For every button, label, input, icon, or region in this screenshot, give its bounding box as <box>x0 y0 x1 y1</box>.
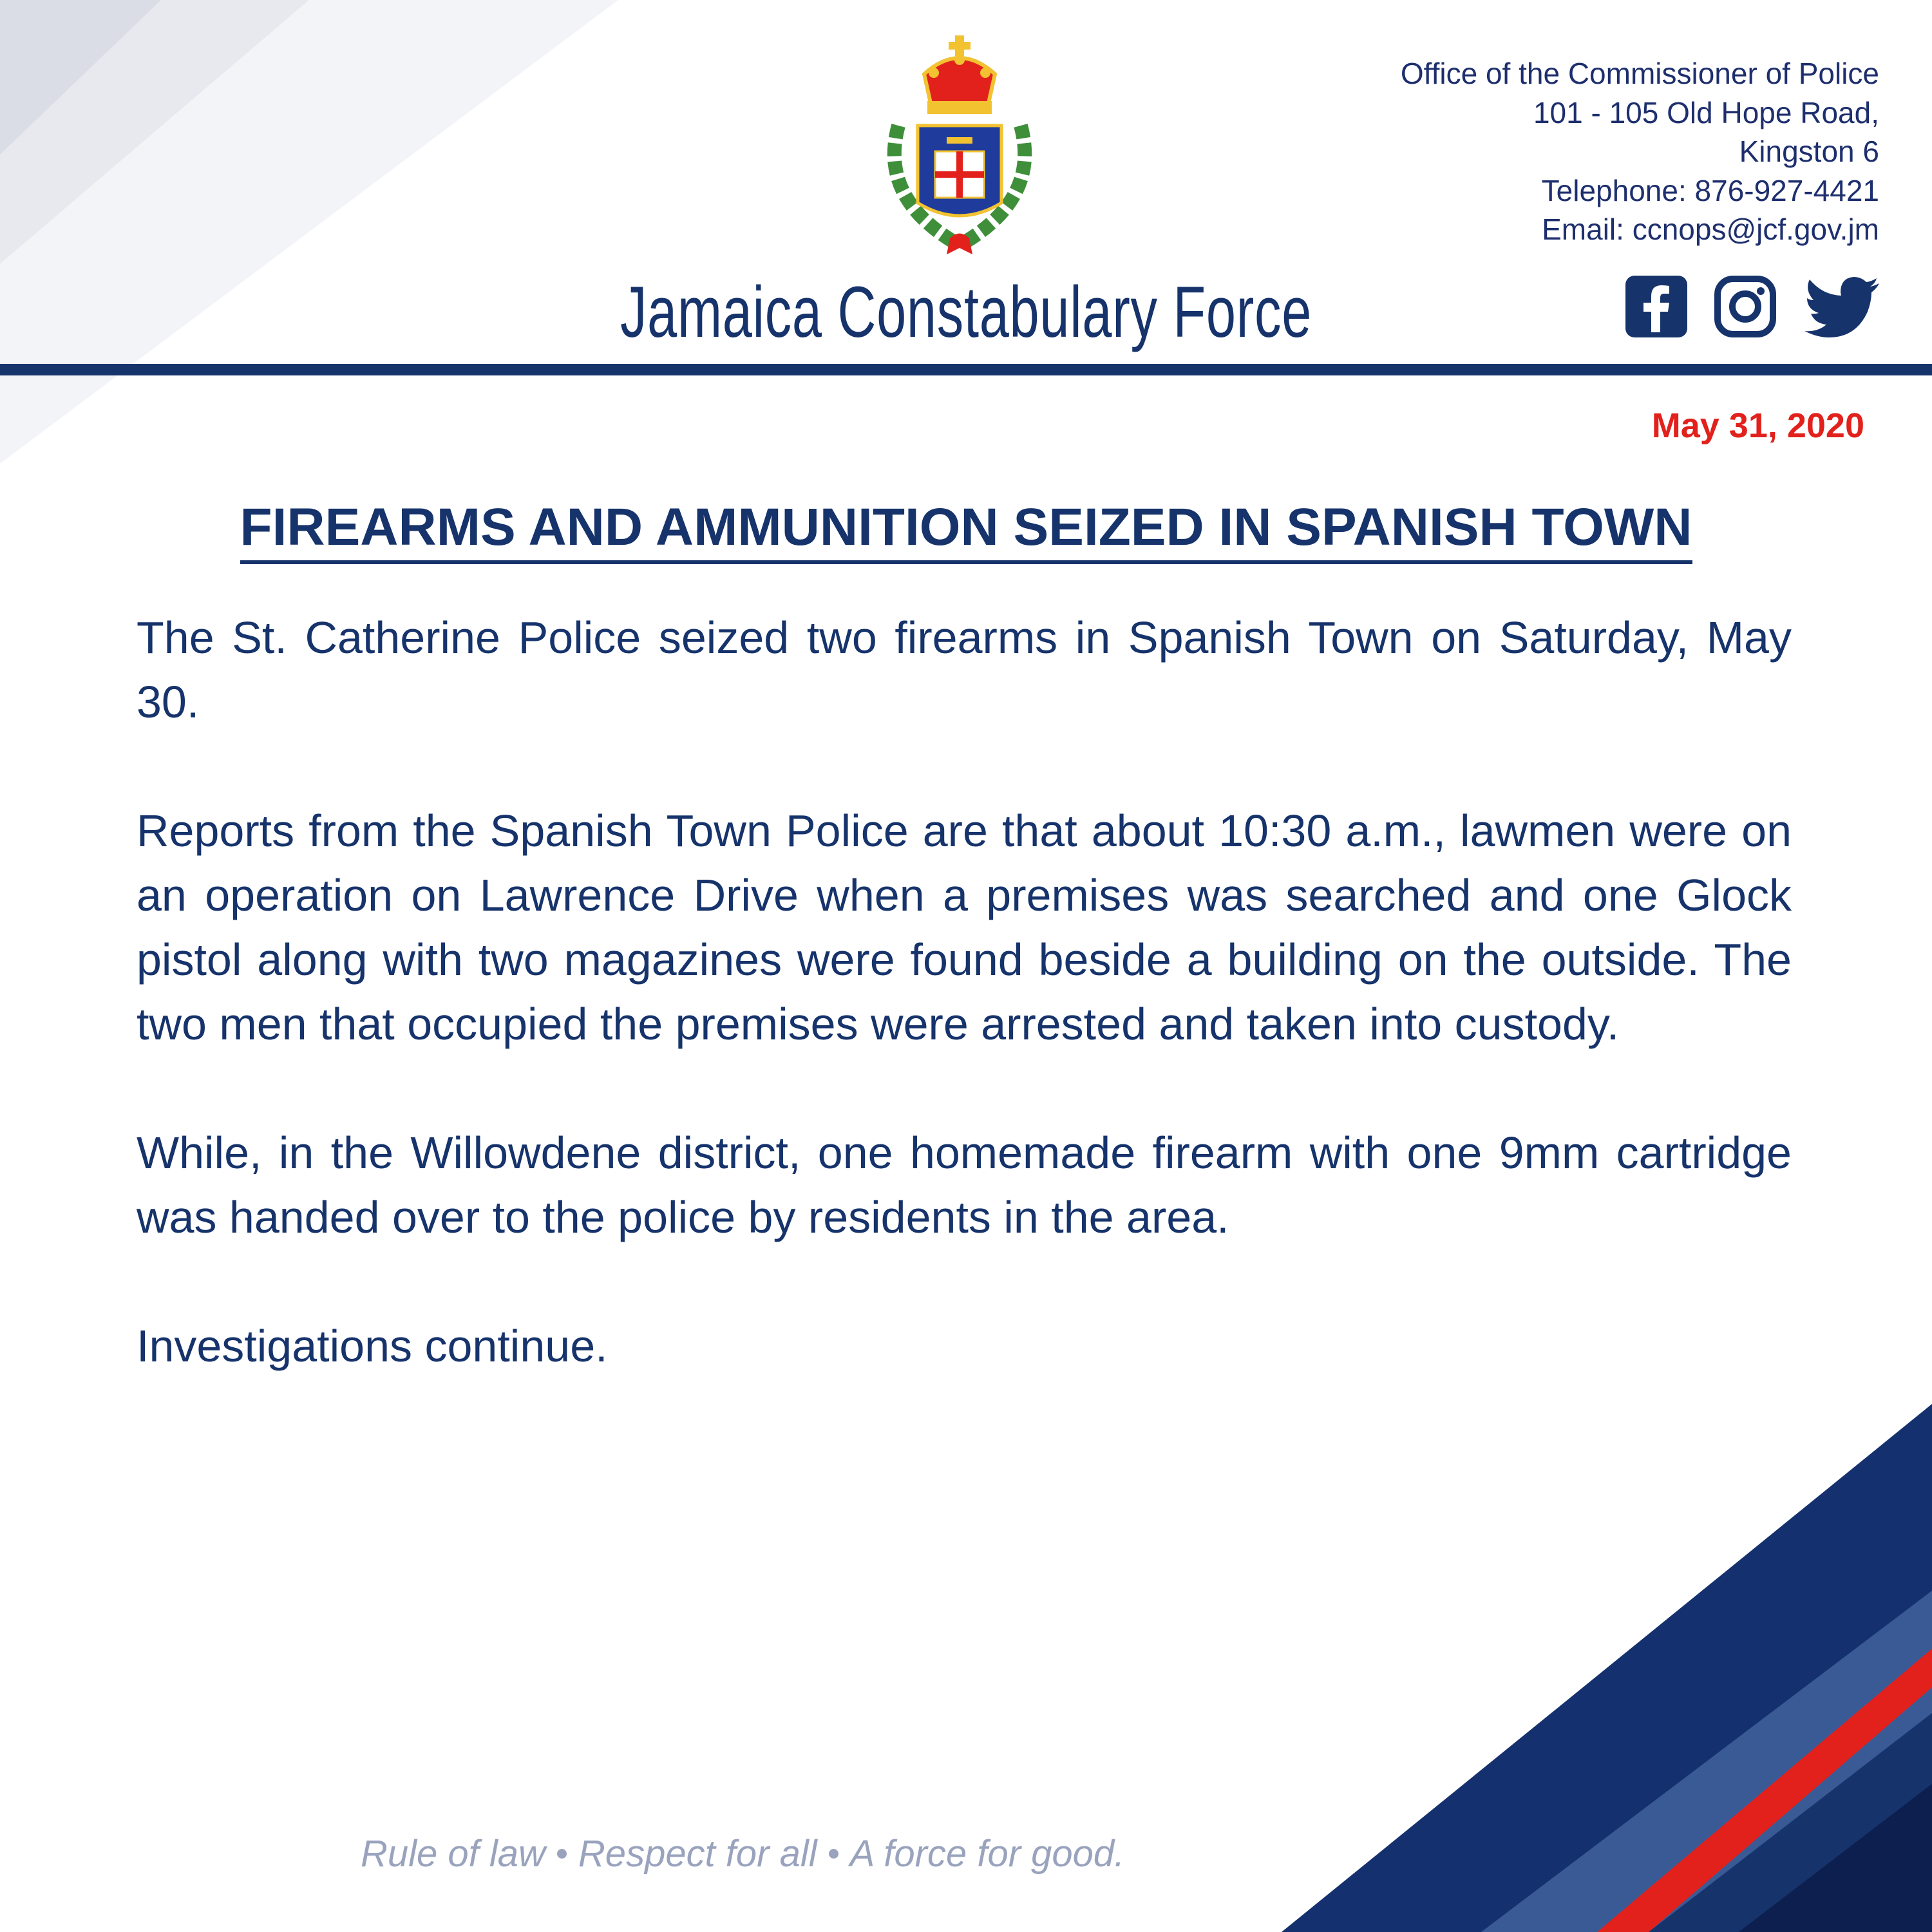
twitter-icon[interactable] <box>1803 276 1880 337</box>
org-name: Jamaica Constabulary Force <box>620 272 1312 352</box>
release-title: FIREARMS AND AMMUNITION SEIZED IN SPANISH TOWN <box>240 498 1692 564</box>
release-body <box>137 605 1792 1378</box>
motto-part: A force for good. <box>849 1833 1125 1875</box>
footer-motto <box>361 1832 1124 1875</box>
instagram-icon[interactable] <box>1714 276 1776 337</box>
body-paragraph: Reports from the Spanish Town Police are that about 10:30 a.m., lawmen were on an operation on Lawrence Drive when a premises was searched and one Glock pistol along with two magazines were found beside a building on the outside. The two men that occupied the premises were arrested and taken into custody. <box>137 806 1792 1049</box>
header-divider <box>0 364 1932 375</box>
bullet-dot-icon <box>829 1849 838 1859</box>
jcf-crest-icon <box>863 29 1056 267</box>
contact-block <box>1300 54 1879 249</box>
release-title-wrap <box>0 497 1932 558</box>
contact-office: Office of the Commissioner of Police <box>1400 57 1879 90</box>
motto-part: Respect for all <box>578 1833 817 1875</box>
contact-address: 101 - 105 Old Hope Road, <box>1533 95 1879 129</box>
release-date: May 31, 2020 <box>1651 406 1864 445</box>
body-paragraph: While, in the Willowdene district, one homemade firearm with one 9mm cartridge was handed over to the police by residents in the area. <box>137 1128 1792 1242</box>
body-paragraph: Investigations continue. <box>137 1321 608 1371</box>
bullet-dot-icon <box>557 1849 567 1859</box>
contact-city: Kingston 6 <box>1739 135 1879 168</box>
body-paragraph: The St. Catherine Police seized two firearms in Spanish Town on Saturday, May 30. <box>137 612 1792 727</box>
social-links <box>1625 276 1880 337</box>
facebook-icon[interactable] <box>1625 276 1687 337</box>
contact-email[interactable]: Email: ccnops@jcf.gov.jm <box>1542 213 1879 246</box>
contact-telephone: Telephone: 876-927-4421 <box>1541 173 1879 207</box>
motto-part: Rule of law <box>361 1833 545 1875</box>
